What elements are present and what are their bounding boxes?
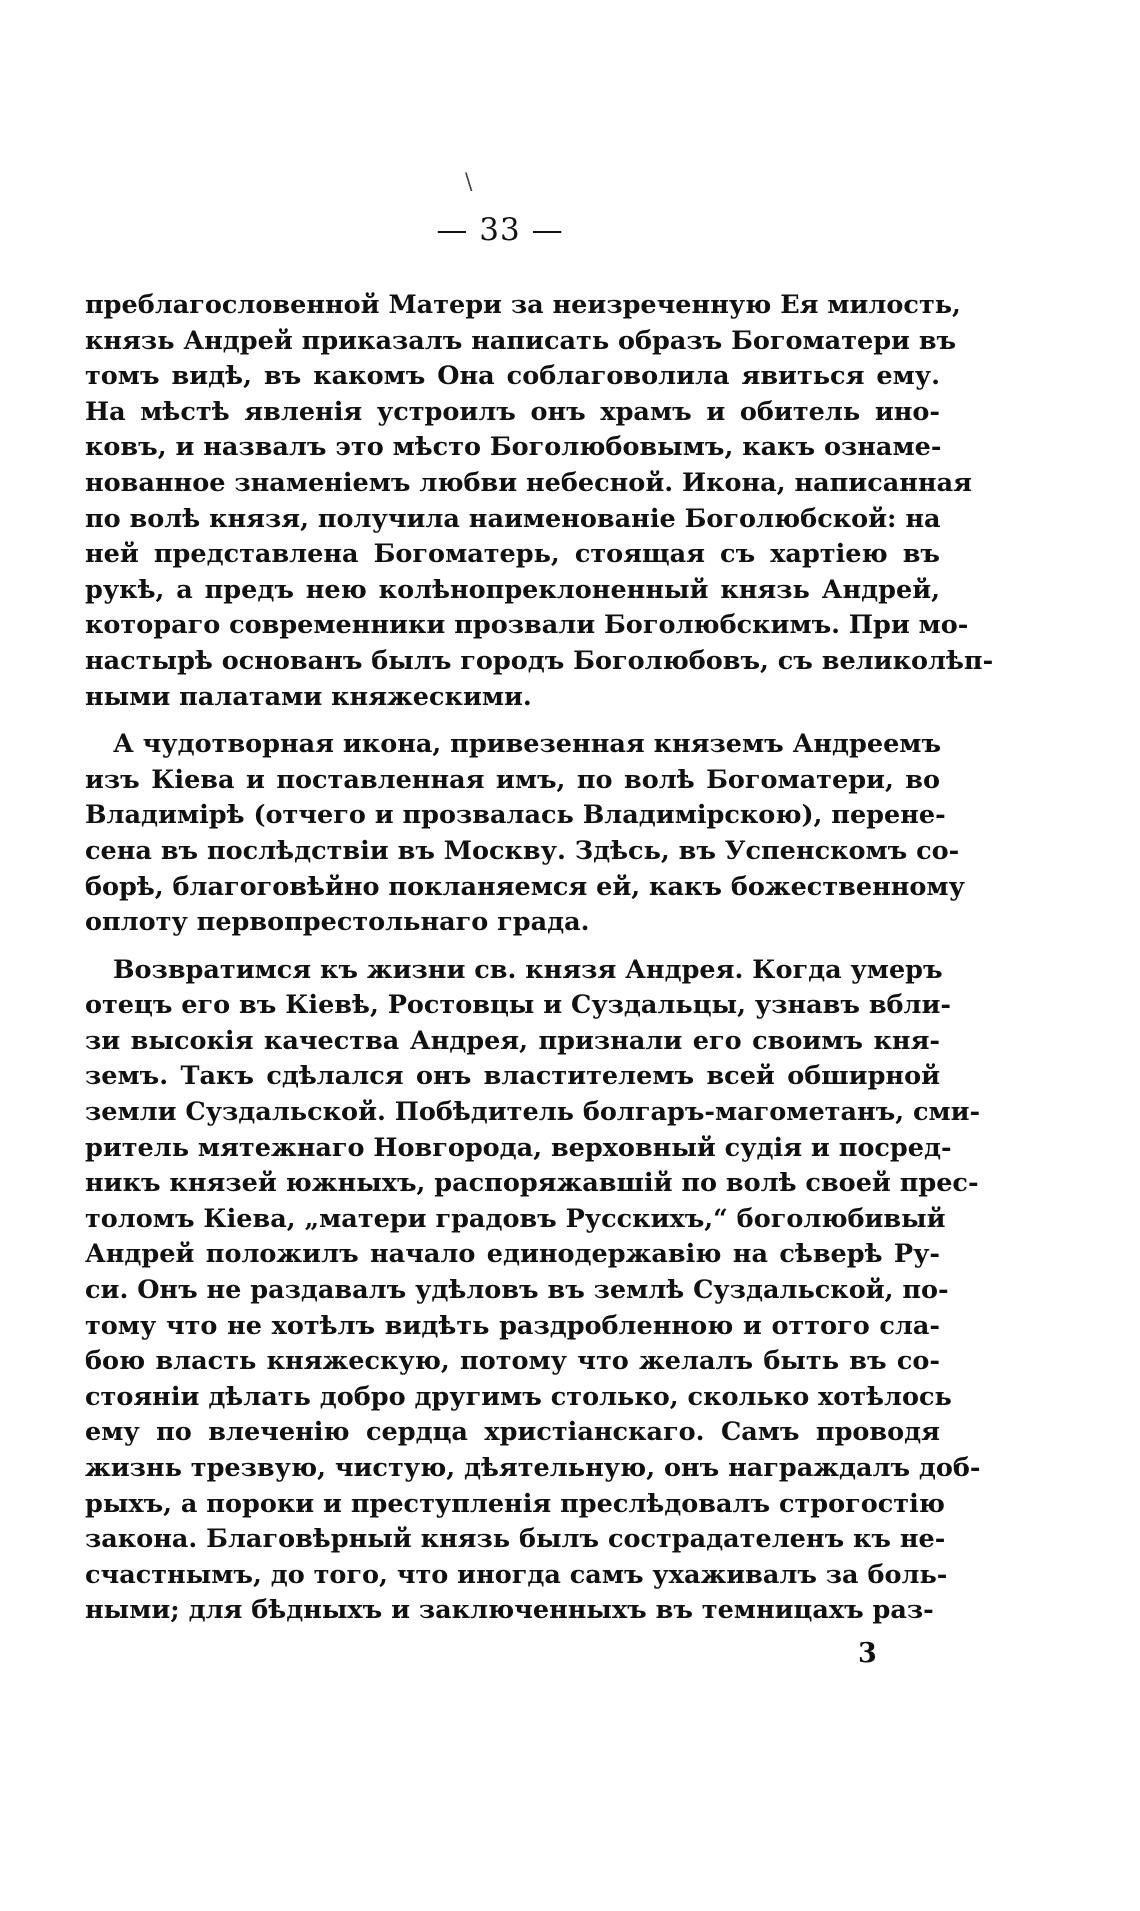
text-line: закона. Благовѣрный князь былъ сострадателенъ къ не- [85, 1524, 946, 1555]
text-line: зи высокія качества Андрея, признали его своимъ кня- [85, 1025, 940, 1056]
signature-mark: 3 [858, 1638, 877, 1669]
text-line: си. Онъ не раздавалъ удѣловъ въ землѣ Суздальской, по- [85, 1275, 949, 1306]
page-number: — 33 — [436, 212, 564, 248]
text-line: князь Андрей приказалъ написать образъ Богоматери въ [85, 325, 957, 356]
text-line: ковъ, и назвалъ это мѣсто Боголюбовымъ, какъ ознаме- [85, 432, 942, 463]
text-line: рыхъ, а пороки и преступленія преслѣдовалъ строгостію [85, 1488, 945, 1519]
text-line: толомъ Кіева, „матери градовъ Русскихъ,“ боголюбивый [85, 1203, 946, 1234]
text-line: бою власть княжескую, потому что желалъ быть въ со- [85, 1346, 940, 1377]
text-line: На мѣстѣ явленія устроилъ онъ храмъ и обитель ино- [85, 396, 940, 427]
text-line: настырѣ основанъ былъ городъ Боголюбовъ, съ великолѣп- [85, 645, 994, 676]
text-line: никъ князей южныхъ, распоряжавшій по волѣ своей прес- [85, 1168, 979, 1199]
text-line: земли Суздальской. Побѣдитель болгаръ-магометанъ, сми- [85, 1097, 981, 1128]
text-line: ему по влеченію сердца христіанскаго. Самъ проводя [85, 1417, 940, 1448]
text-line: рукѣ, а предъ нею колѣнопреклоненный князь Андрей, [85, 574, 940, 605]
text-line: по волѣ князя, получила наименованіе Боголюбской: на [85, 503, 941, 534]
paragraph [85, 727, 965, 941]
text-line: Возвратимся къ жизни св. князя Андрея. Когда умеръ [113, 954, 943, 985]
text-line: ными палатами княжескими. [85, 681, 532, 712]
text-line: ными; для бѣдныхъ и заключенныхъ въ темницахъ раз- [85, 1595, 934, 1626]
text-line: преблагословенной Матери за неизреченную Ея милость, [85, 290, 961, 320]
text-line: Владимірѣ (отчего и прозвалась Владимірскою), перене- [85, 800, 946, 831]
text-line: борѣ, благоговѣйно покланяемся ей, какъ божественному [85, 871, 965, 902]
body-text [85, 288, 994, 1641]
stray-mark: \ [465, 170, 473, 195]
text-line: изъ Кіева и поставленная имъ, по волѣ Богоматери, во [85, 764, 940, 795]
text-line: котораго современники прозвали Боголюбскимъ. При мо- [85, 610, 969, 641]
text-line: жизнь трезвую, чистую, дѣятельную, онъ награждалъ доб- [85, 1453, 981, 1483]
text-line: сена въ послѣдствіи въ Москву. Здѣсь, въ Успенскомъ со- [85, 835, 960, 866]
text-line: тому что не хотѣлъ видѣть раздробленною и оттого сла- [85, 1310, 940, 1341]
text-line: нованное знаменіемъ любви небесной. Икона, написанная [85, 467, 972, 498]
text-line: счастнымъ, до того, что иногда самъ ухаживалъ за боль- [85, 1559, 948, 1590]
text-line: Андрей положилъ начало единодержавію на сѣверѣ Ру- [85, 1239, 940, 1270]
text-line: земъ. Такъ сдѣлался онъ властителемъ всей обширной [85, 1061, 940, 1092]
text-line: стояніи дѣлать добро другимъ столько, сколько хотѣлось [85, 1381, 952, 1412]
text-line: оплоту первопрестольнаго града. [85, 907, 590, 938]
text-line: ней представлена Богоматерь, стоящая съ хартіею въ [85, 539, 940, 570]
text-line: А чудотворная икона, привезенная княземъ Андреемъ [113, 729, 942, 760]
paragraph [85, 288, 994, 715]
text-line: отецъ его въ Кіевѣ, Ростовцы и Суздальцы, узнавъ вбли- [85, 990, 952, 1021]
paragraph [85, 953, 981, 1629]
text-line: ритель мятежнаго Новгорода, верховный судія и посред- [85, 1132, 952, 1163]
text-line: томъ видѣ, въ какомъ Она соблаговолила явиться ему. [85, 361, 940, 392]
